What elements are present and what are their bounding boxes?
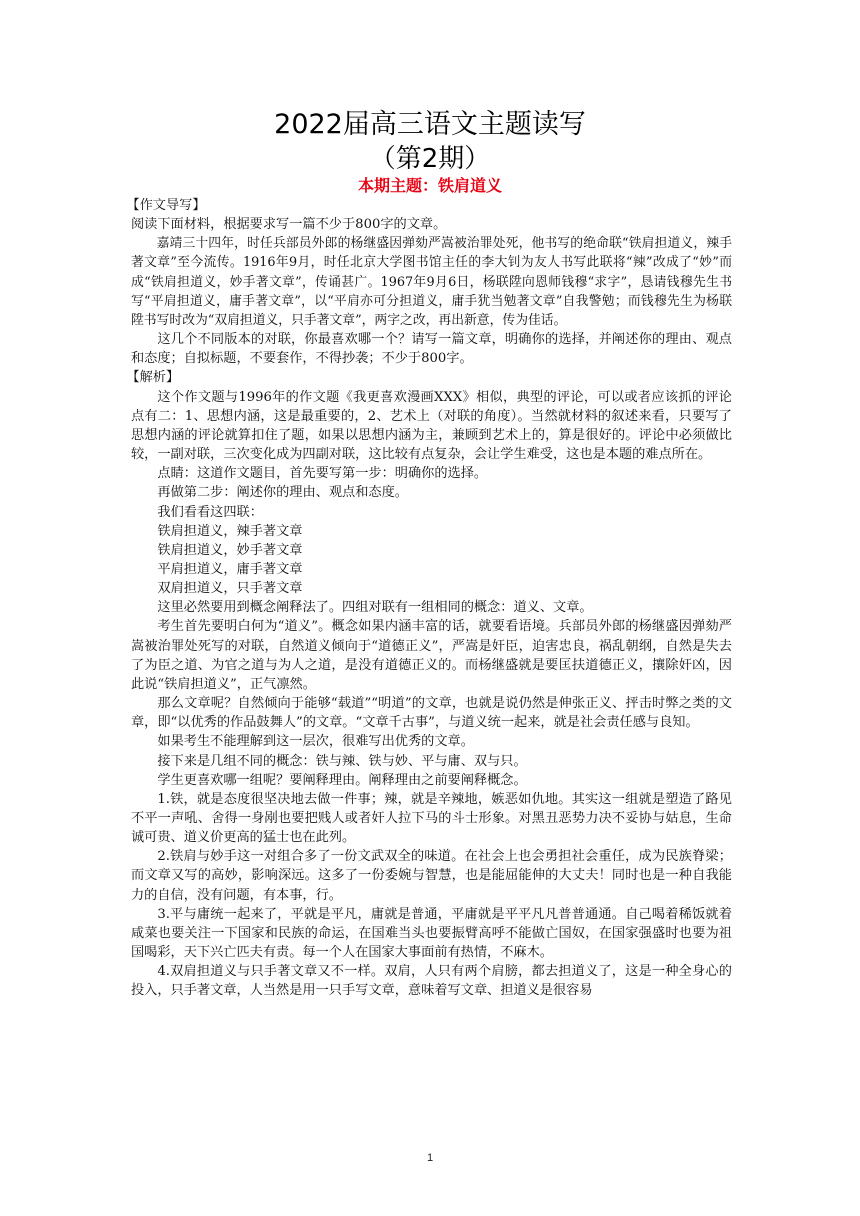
analysis-paragraph: 这个作文题与1996年的作文题《我更喜欢漫画XXX》相似，典型的评论，可以或者应该抓的评论点有二：1、思想内涵，这是最重要的，2、艺术上（对联的角度）。当然就材料的叙述来看，只要写了思想内涵的评论就算扣住了题，如果以思想内涵为主，兼顾到艺术上的，算是很好的。评论中必须做比较，一副对联，三次变化成为四副对联，这比较有点复杂，会让学生难受，这也是本题的难点所在。 xyxy=(131,389,732,463)
list-item-3: 3.平与庸统一起来了，平就是平凡，庸就是普通，平庸就是平平凡凡普普通通。自己喝着稀饭就着咸菜也要关注一下国家和民族的命运，在国难当头也要振臂高呼不能做亡国奴，在国家强盛时也要为祖国喝彩，天下兴亡匹夫有责。每一个人在国家大事面前有热情，不麻木。 xyxy=(131,906,732,961)
wenzhang-paragraph: 那么文章呢？自然倾向于能够“载道”“明道”的文章，也就是说仍然是伸张正义、抨击时弊之类的文章，即“以优秀的作品鼓舞人”的文章。“文章千古事”，与道义统一起来，就是社会责任感与良知。 xyxy=(131,696,732,731)
issue-theme: 本期主题：铁肩道义 xyxy=(357,176,502,195)
next-concepts-paragraph: 接下来是几组不同的概念：铁与辣、铁与妙、平与庸、双与只。 xyxy=(157,753,527,769)
couplets-intro: 我们看看这四联： xyxy=(157,504,263,520)
couplet-line: 铁肩担道义，辣手著文章 xyxy=(157,523,303,539)
concept-note: 这里必然要用到概念阐释法了。四组对联有一组相同的概念：道义、文章。 xyxy=(157,600,593,616)
point-paragraph-2: 再做第二步：阐述你的理由、观点和态度。 xyxy=(157,485,408,501)
task-paragraph: 这几个不同版本的对联，你最喜欢哪一个？请写一篇文章，明确你的选择，并阐述你的理由、观点和态度；自拟标题，不要套作，不得抄袭；不少于800字。 xyxy=(131,332,732,367)
list-item-1: 1.铁，就是态度很坚决地去做一件事；辣，就是辛辣地，嫉恶如仇地。其实这一组就是塑造了路见不平一声吼、舍得一身剐也要把贱人或者奸人拉下马的斗士形象。对黑丑恶势力决不妥协与姑息，生命诚可贵、道义价更高的猛士也在此列。 xyxy=(131,791,732,846)
document-title: 2022届高三语文主题读写 xyxy=(274,109,586,140)
list-item-4: 4.双肩担道义与只手著文章又不一样。双肩，人只有两个肩膀，都去担道义了，这是一种全身心的投入，只手著文章，人当然是用一只手写文章，意味着写文章、担道义是很容易 xyxy=(131,964,732,999)
document-body xyxy=(126,196,732,1001)
section-label-guide: 【作文导写】 xyxy=(126,198,206,213)
issue-number: （第2期） xyxy=(369,144,491,174)
section-label-analysis: 【解析】 xyxy=(126,370,180,386)
material-paragraph: 嘉靖三十四年，时任兵部员外郎的杨继盛因弹劾严嵩被治罪处死，他书写的绝命联“铁肩担道义，辣手著文章”至今流传。1916年9月，时任北京大学图书馆主任的李大钊为友人书写此联将“辣”改成了“妙”而成“铁肩担道义，妙手著文章”，传诵甚广。1967年9月6日，杨联陞向恩师钱穆“求字”，恳请钱穆先生书写“平肩担道义，庸手著文章”，以“平肩亦可分担道义，庸手犹当勉著文章”自我警勉；而钱穆先生为杨联陞书写时改为“双肩担道义，只手著文章”，两字之改，再出新意，传为佳话。 xyxy=(131,236,732,328)
list-item-2: 2.铁肩与妙手这一对组合多了一份文武双全的味道。在社会上也会勇担社会重任，成为民族脊梁；而文章又写的高妙，影响深远。这多了一份委婉与智慧，也是能屈能伸的大丈夫！同时也是一种自我能力的自信，没有问题，有本事，行。 xyxy=(131,849,732,903)
daoyi-paragraph: 考生首先要明白何为“道义”。概念如果内涵丰富的话，就要看语境。兵部员外郎的杨继盛因弹劾严嵩被治罪处死写的对联，自然道义倾向于“道德正义”，严嵩是奸臣，迫害忠良，祸乱朝纲，自然是失去了为臣之道、为官之道与为人之道，是没有道德正义的。而杨继盛就是要匡扶道德正义，攘除奸凶，因此说“铁肩担道义”，正气凛然。 xyxy=(131,619,732,692)
page-number: 1 xyxy=(426,1152,434,1164)
couplet-line: 铁肩担道义，妙手著文章 xyxy=(157,542,303,558)
if-not-paragraph: 如果考生不能理解到这一层次，很难写出优秀的文章。 xyxy=(157,734,474,750)
which-paragraph: 学生更喜欢哪一组呢？要阐释理由。阐释理由之前要阐释概念。 xyxy=(157,772,527,788)
couplet-line: 双肩担道义，只手著文章 xyxy=(157,581,303,597)
couplet-line: 平肩担道义，庸手著文章 xyxy=(157,561,303,577)
intro-paragraph: 阅读下面材料，根据要求写一篇不少于800字的文章。 xyxy=(131,217,447,233)
point-paragraph-1: 点睛：这道作文题目，首先要写第一步：明确你的选择。 xyxy=(157,466,488,482)
